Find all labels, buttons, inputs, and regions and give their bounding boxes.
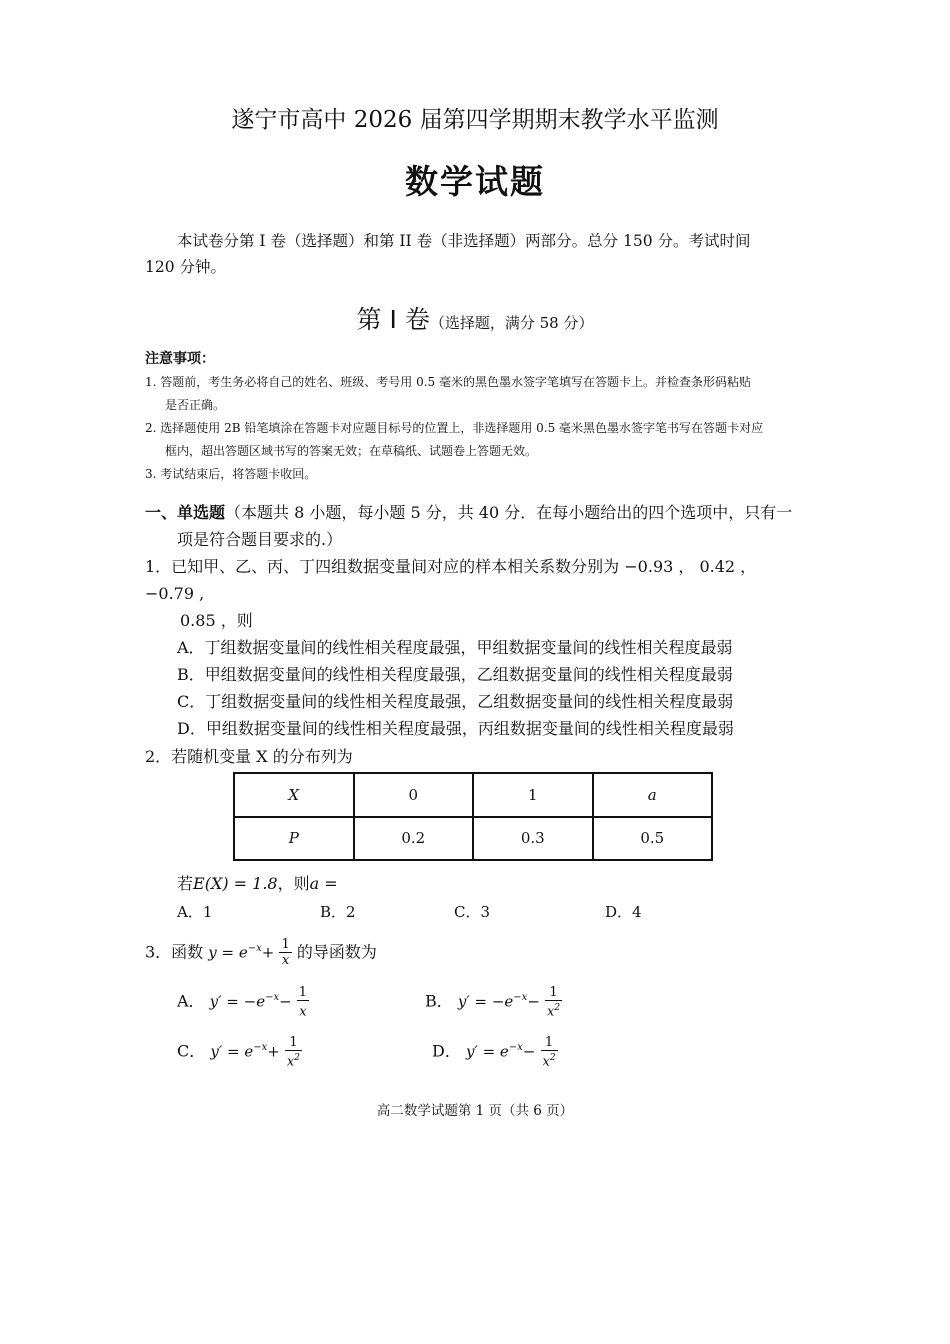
option-fraction <box>297 985 309 1019</box>
fraction-denominator <box>297 1001 309 1019</box>
section-desc-1: （本题共 8 小题，每小题 5 分，共 40 分．在每小题给出的四个选项中，只有一 <box>225 503 793 522</box>
option-lhs: y′ = −e <box>209 992 266 1011</box>
q2-condition <box>177 870 338 897</box>
q3-option-d <box>432 1030 558 1069</box>
option-lhs: y′ = e <box>465 1042 509 1061</box>
option-fraction <box>545 985 562 1019</box>
option-lhs: y′ = −e <box>457 992 514 1011</box>
q2-option-a: A．1 <box>177 903 213 921</box>
option-label: A． <box>177 991 205 1011</box>
page-footer: 高二数学试题第 1 页（共 6 页） <box>376 1103 574 1119</box>
q3-option-c <box>177 1030 302 1069</box>
option-op: − <box>279 992 292 1011</box>
fraction-numerator: 1 <box>545 985 562 1001</box>
denominator-exp: 2 <box>549 1052 556 1063</box>
option-exp: −x <box>513 992 528 1003</box>
q3-option-b <box>425 980 562 1019</box>
option-exp: −x <box>508 1042 523 1053</box>
q2-condition-mid: ，则 <box>277 874 310 893</box>
notice-item-1-cont: 是否正确。 <box>165 398 226 412</box>
intro-line-2: 120 分钟。 <box>145 258 227 276</box>
fraction-denominator <box>541 1051 558 1069</box>
q2-option-b: B．2 <box>320 903 356 921</box>
table-cell: P <box>234 817 354 861</box>
q1-stem-line-2: −0.79 , <box>145 584 205 603</box>
q3-stem-plus: + <box>261 943 275 962</box>
q2-option-d: D．4 <box>605 903 642 921</box>
q2-condition-prefix: 若 <box>177 874 194 893</box>
option-label: C． <box>177 1041 206 1061</box>
distribution-table <box>233 772 713 861</box>
denominator-exp: 2 <box>554 1002 561 1013</box>
q3-stem-fraction <box>279 937 291 968</box>
denominator-base: x <box>542 1053 550 1069</box>
option-op: − <box>522 1042 536 1061</box>
q2-condition-expr: E(X) = 1.8 <box>193 874 278 893</box>
notice-item-1: 1. 答题前，考生务必将自己的姓名、班级、考号用 0.5 毫米的黑色墨水签字笔填写在答题卡上。并检查条形码粘贴 <box>145 375 751 389</box>
table-cell: 0 <box>354 773 474 817</box>
volume-heading <box>0 300 950 336</box>
exam-header-line: 遂宁市高中 2026 届第四学期期末教学水平监测 <box>231 107 719 133</box>
option-fraction <box>285 1035 302 1069</box>
section-heading <box>145 499 810 553</box>
denominator-base: x <box>299 1003 307 1019</box>
fraction-denominator: x <box>281 953 290 969</box>
section-desc-2: 项是符合题目要求的.） <box>177 530 343 549</box>
fraction-numerator: 1 <box>281 937 290 953</box>
option-op: + <box>267 1042 280 1061</box>
table-cell: 0.2 <box>354 817 474 861</box>
q1-option-d: D．甲组数据变量间的线性相关程度最强，丙组数据变量间的线性相关程度最弱 <box>177 719 734 738</box>
notice-item-2: 2. 选择题使用 2B 铅笔填涂在答题卡对应题目标号的位置上，非选择题用 0.5 毫米黑色墨水签字笔书写在答题卡对应 <box>145 421 764 435</box>
section-label: 一、单选题 <box>145 503 226 522</box>
option-label: D． <box>432 1041 461 1061</box>
denominator-base: x <box>547 1003 555 1019</box>
q3-stem-prefix: 3．函数 <box>145 942 204 962</box>
q3-stem-exp: −x <box>247 943 262 954</box>
q1-option-b: B．甲组数据变量间的线性相关程度最强，乙组数据变量间的线性相关程度最弱 <box>177 665 733 684</box>
q2-stem: 2．若随机变量 X 的分布列为 <box>145 747 353 766</box>
table-row <box>234 773 712 817</box>
q3-stem-expr: y = e <box>208 943 248 962</box>
notice-item-3: 3. 考试结束后，将答题卡收回。 <box>145 467 317 481</box>
option-fraction <box>541 1035 558 1069</box>
q1-stem-line-1: 1．已知甲、乙、丙、丁四组数据变量间对应的样本相关系数分别为 −0.93 ， 0.42 ， <box>145 557 757 576</box>
fraction-denominator <box>285 1051 302 1069</box>
q1-option-c: C．丁组数据变量间的线性相关程度最强，乙组数据变量间的线性相关程度最弱 <box>177 692 734 711</box>
table-cell: 0.5 <box>593 817 713 861</box>
fraction-denominator <box>545 1001 562 1019</box>
q3-stem-suffix: 的导函数为 <box>296 942 377 962</box>
option-op: − <box>527 992 540 1011</box>
q1-option-a: A．丁组数据变量间的线性相关程度最强，甲组数据变量间的线性相关程度最弱 <box>177 638 733 657</box>
table-row <box>234 817 712 861</box>
subject-title: 数学试题 <box>405 162 545 201</box>
table-cell: a <box>593 773 713 817</box>
option-lhs: y′ = e <box>210 1042 254 1061</box>
q3-stem <box>145 932 377 969</box>
denominator-exp: 2 <box>294 1052 300 1063</box>
denominator-base: x <box>286 1053 295 1069</box>
fraction-numerator: 1 <box>298 984 308 1000</box>
notice-heading: 注意事项： <box>145 351 215 367</box>
q3-option-a <box>177 980 309 1019</box>
option-exp: −x <box>265 992 280 1003</box>
notice-list <box>145 371 810 486</box>
notice-item-2-cont: 框内，超出答题区域书写的答案无效；在草稿纸、试题卷上答题无效。 <box>165 444 538 458</box>
q1-stem-line-3: 0.85 ，则 <box>180 611 253 630</box>
volume-label: 第 Ⅰ 卷 <box>356 305 430 334</box>
table-cell: 0.3 <box>473 817 593 861</box>
volume-note: （选择题，满分 58 分） <box>429 314 594 332</box>
intro-paragraph <box>145 228 805 280</box>
q2-option-c: C．3 <box>454 903 491 921</box>
fraction-numerator: 1 <box>541 1035 558 1051</box>
fraction-numerator: 1 <box>285 1035 302 1051</box>
table-cell: X <box>234 773 354 817</box>
intro-line-1: 本试卷分第 I 卷（选择题）和第 II 卷（非选择题）两部分。总分 150 分。考试时间 <box>177 232 751 250</box>
table-cell: 1 <box>473 773 593 817</box>
q2-condition-var: a = <box>309 874 338 893</box>
option-exp: −x <box>253 1042 268 1053</box>
option-label: B． <box>425 991 453 1011</box>
